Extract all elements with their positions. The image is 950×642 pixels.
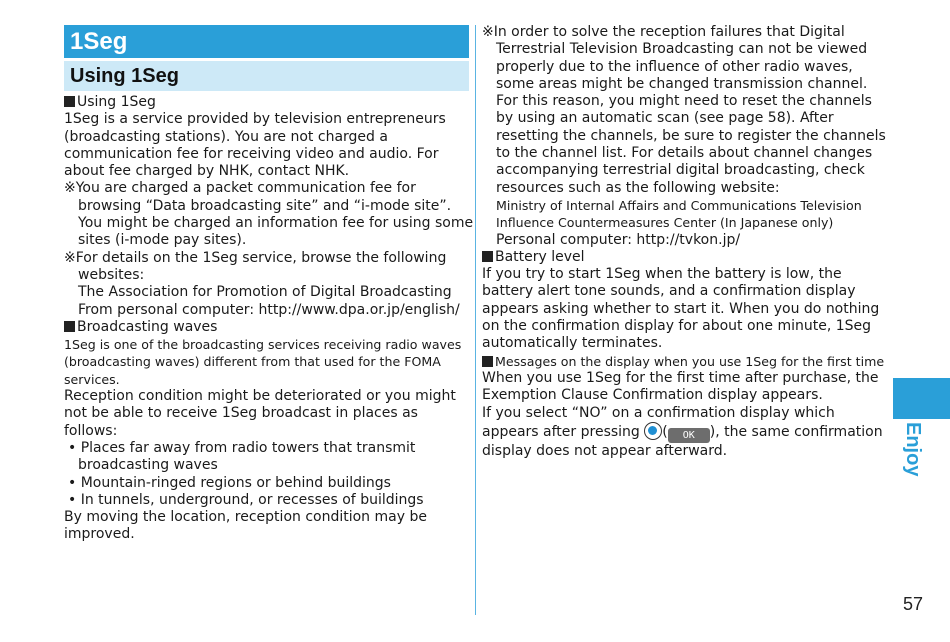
chapter-tab (893, 378, 950, 419)
list-item: • Mountain-ringed regions or behind buildings (68, 474, 391, 491)
ministry-url[interactable]: Personal computer: http://tvkon.jp/ (496, 231, 741, 248)
battery-paragraph: If you try to start 1Seg when the battery is low, the battery alert tone sounds, and a confirmation display appears asking whether to start it. When you do nothing on the confirmation display for about one minute, 1Seg automatically terminates. (482, 266, 880, 352)
note-packet-fee: ※You are charged a packet communication fee for browsing “Data broadcasting site” and “i-mode site”. You might be charged an information fee for using some sites (i-mode pay sites). (64, 180, 474, 249)
reception-condition-paragraph: Reception condition might be deteriorated or you might not be able to receive 1Seg broadcast in places as follows: (64, 388, 456, 439)
center-button-icon (644, 422, 662, 440)
chapter-tab-label: Enjoy (902, 422, 924, 477)
column-divider (475, 25, 476, 615)
square-bullet-icon (482, 251, 493, 262)
ministry-name: Ministry of Internal Affairs and Communications Television Influence Countermeasures Center (In Japanese only) (496, 197, 862, 231)
heading-broadcasting-waves: Broadcasting waves (64, 319, 474, 336)
right-column (482, 24, 892, 460)
no-selection-paragraph: If you select “NO” on a confirmation display which appears after pressing ( OK ), the same confirmation display does not appear afterward. (482, 404, 883, 459)
move-location-paragraph: By moving the location, reception condition may be improved. (64, 509, 427, 543)
intro-paragraph: 1Seg is a service provided by television entrepreneurs (broadcasting stations). You are not charged a communication fee for receiving video and audio. For about fee charged by NHK, contact NHK. (64, 111, 446, 180)
note-reception-failures: ※In order to solve the reception failures that Digital Terrestrial Television Broadcasting can not be viewed properly due to the influence of other radio waves, some areas might be changed transmission channel. For this reason, you might need to reset the channels by using an automatic scan (see page 58). After resetting the channels, be sure to register the channels to the channel list. For details about channel changes accompanying terrestrial digital broadcasting, check resources such as the following website: (482, 24, 886, 196)
waves-paragraph: 1Seg is one of the broadcasting services receiving radio waves (broadcasting waves) different from that used for the FOMA services. (64, 337, 462, 387)
note-details: ※For details on the 1Seg service, browse the following websites: (64, 249, 447, 283)
left-column (64, 94, 474, 544)
messages-paragraph: When you use 1Seg for the first time after purchase, the Exemption Clause Confirmation display appears. (482, 369, 879, 404)
square-bullet-icon (64, 96, 75, 107)
ok-softkey-icon: OK (668, 428, 710, 443)
page-number: 57 (903, 594, 924, 614)
subsection-title: Using 1Seg (64, 61, 469, 91)
association-url[interactable]: From personal computer: http://www.dpa.or.jp/english/ (78, 301, 460, 318)
list-item: • In tunnels, underground, or recesses of buildings (68, 491, 424, 508)
association-name: The Association for Promotion of Digital Broadcasting (78, 284, 452, 301)
list-item: • Places far away from radio towers that transmit broadcasting waves (68, 439, 416, 474)
square-bullet-icon (64, 321, 75, 332)
heading-using-1seg: Using 1Seg (64, 94, 474, 111)
section-title: 1Seg (64, 25, 469, 58)
heading-messages: Messages on the display when you use 1Seg for the first time (482, 353, 892, 370)
square-bullet-icon (482, 356, 493, 367)
heading-battery-level: Battery level (482, 249, 892, 266)
